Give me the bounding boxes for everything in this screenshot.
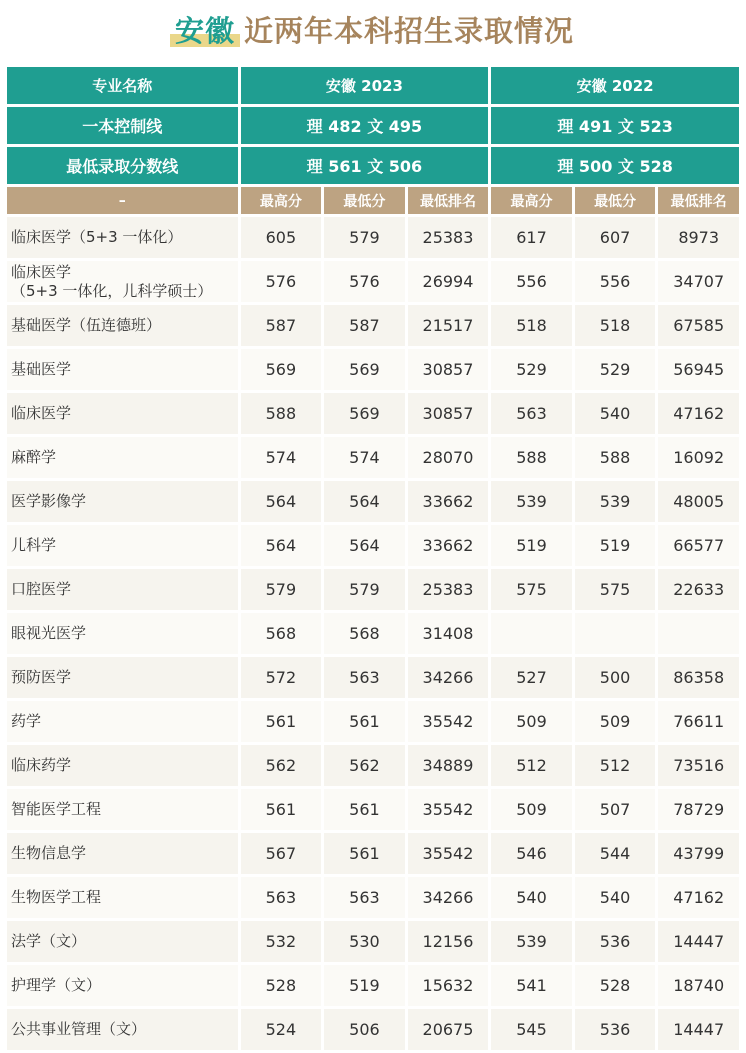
- header-major-name: 专业名称: [7, 67, 238, 104]
- score-cell: 14447: [658, 1009, 739, 1050]
- table-row: [7, 569, 739, 610]
- table-row: [7, 613, 739, 654]
- score-cell: 512: [491, 745, 572, 786]
- min-score-2023: 理 561 文 506: [241, 147, 489, 184]
- score-cell: 564: [241, 525, 322, 566]
- table-row: [7, 261, 739, 302]
- major-name: 药学: [7, 701, 238, 742]
- table-row: [7, 745, 739, 786]
- score-cell: 14447: [658, 921, 739, 962]
- score-cell: 518: [575, 305, 656, 346]
- score-cell: 576: [241, 261, 322, 302]
- table-row: [7, 921, 739, 962]
- subheader-cell: 最低分: [575, 187, 656, 214]
- admission-table: [4, 64, 742, 1053]
- score-cell: 562: [324, 745, 405, 786]
- table-row: [7, 525, 739, 566]
- score-cell: 546: [491, 833, 572, 874]
- score-cell: 563: [324, 877, 405, 918]
- score-cell: 34889: [408, 745, 489, 786]
- score-cell: 536: [575, 921, 656, 962]
- score-cell: 529: [491, 349, 572, 390]
- major-name: 临床医学: [7, 393, 238, 434]
- score-cell: 576: [324, 261, 405, 302]
- score-cell: 67585: [658, 305, 739, 346]
- score-cell: 561: [324, 701, 405, 742]
- major-name: 临床医学 （5+3 一体化，儿科学硕士）: [7, 261, 238, 302]
- score-cell: 509: [491, 789, 572, 830]
- score-cell: 16092: [658, 437, 739, 478]
- score-cell: 545: [491, 1009, 572, 1050]
- major-name: 医学影像学: [7, 481, 238, 522]
- header-row-years: [7, 67, 739, 104]
- score-cell: 519: [575, 525, 656, 566]
- major-name: 儿科学: [7, 525, 238, 566]
- score-cell: 35542: [408, 701, 489, 742]
- table-row: [7, 789, 739, 830]
- subheader-cell: 最低排名: [408, 187, 489, 214]
- score-cell: 575: [491, 569, 572, 610]
- subheader-cell: 最高分: [491, 187, 572, 214]
- header-year-2022: 安徽 2022: [491, 67, 739, 104]
- score-cell: 30857: [408, 393, 489, 434]
- major-name: 公共事业管理（文）: [7, 1009, 238, 1050]
- score-cell: 25383: [408, 569, 489, 610]
- score-cell: 34266: [408, 877, 489, 918]
- score-cell: 567: [241, 833, 322, 874]
- score-cell: 587: [324, 305, 405, 346]
- score-cell: 588: [491, 437, 572, 478]
- score-cell: 563: [491, 393, 572, 434]
- score-cell: 529: [575, 349, 656, 390]
- score-cell: 579: [324, 217, 405, 258]
- major-name: 临床药学: [7, 745, 238, 786]
- score-cell: 561: [324, 833, 405, 874]
- score-cell: 518: [491, 305, 572, 346]
- score-cell: 532: [241, 921, 322, 962]
- score-cell: 541: [491, 965, 572, 1006]
- score-cell: 568: [241, 613, 322, 654]
- header-row-control-line: [7, 107, 739, 144]
- page-title: [172, 9, 574, 50]
- score-cell: 15632: [408, 965, 489, 1006]
- score-cell: 605: [241, 217, 322, 258]
- score-cell: 556: [575, 261, 656, 302]
- score-cell: 507: [575, 789, 656, 830]
- score-cell: 579: [241, 569, 322, 610]
- score-cell: 33662: [408, 525, 489, 566]
- table-row: [7, 877, 739, 918]
- major-name: 基础医学: [7, 349, 238, 390]
- score-cell: 509: [575, 701, 656, 742]
- score-cell: 86358: [658, 657, 739, 698]
- score-cell: 8973: [658, 217, 739, 258]
- subheader-cell: 最高分: [241, 187, 322, 214]
- score-cell: 56945: [658, 349, 739, 390]
- score-cell: 574: [241, 437, 322, 478]
- major-name: 麻醉学: [7, 437, 238, 478]
- score-cell: 539: [575, 481, 656, 522]
- score-cell: 540: [491, 877, 572, 918]
- score-cell: 561: [324, 789, 405, 830]
- score-cell: 35542: [408, 789, 489, 830]
- major-name: 口腔医学: [7, 569, 238, 610]
- major-name: 预防医学: [7, 657, 238, 698]
- score-cell: 563: [241, 877, 322, 918]
- score-cell: 561: [241, 701, 322, 742]
- score-cell: 34266: [408, 657, 489, 698]
- score-cell: 35542: [408, 833, 489, 874]
- major-name: 生物医学工程: [7, 877, 238, 918]
- score-cell: 20675: [408, 1009, 489, 1050]
- score-cell: 588: [575, 437, 656, 478]
- major-name: 智能医学工程: [7, 789, 238, 830]
- score-cell: 519: [491, 525, 572, 566]
- score-cell: [658, 613, 739, 654]
- score-cell: 25383: [408, 217, 489, 258]
- score-cell: 587: [241, 305, 322, 346]
- score-cell: 48005: [658, 481, 739, 522]
- score-cell: 607: [575, 217, 656, 258]
- major-name: 法学（文）: [7, 921, 238, 962]
- score-cell: 539: [491, 921, 572, 962]
- table-row: [7, 701, 739, 742]
- score-cell: 22633: [658, 569, 739, 610]
- score-cell: 18740: [658, 965, 739, 1006]
- score-cell: 563: [324, 657, 405, 698]
- table-row: [7, 1009, 739, 1050]
- major-name: 眼视光医学: [7, 613, 238, 654]
- score-cell: 588: [241, 393, 322, 434]
- score-cell: 564: [241, 481, 322, 522]
- score-cell: 12156: [408, 921, 489, 962]
- score-cell: 30857: [408, 349, 489, 390]
- score-cell: 73516: [658, 745, 739, 786]
- score-cell: 31408: [408, 613, 489, 654]
- major-name: 生物信息学: [7, 833, 238, 874]
- score-cell: 564: [324, 525, 405, 566]
- table-row: [7, 217, 739, 258]
- score-cell: 506: [324, 1009, 405, 1050]
- table-row: [7, 437, 739, 478]
- table-row: [7, 965, 739, 1006]
- table-row: [7, 481, 739, 522]
- title-bar: [0, 0, 746, 58]
- score-cell: 43799: [658, 833, 739, 874]
- score-cell: 528: [241, 965, 322, 1006]
- score-cell: 33662: [408, 481, 489, 522]
- score-cell: 575: [575, 569, 656, 610]
- major-name: 护理学（文）: [7, 965, 238, 1006]
- score-cell: 572: [241, 657, 322, 698]
- score-cell: 579: [324, 569, 405, 610]
- major-name: 基础医学（伍连德班）: [7, 305, 238, 346]
- score-cell: 26994: [408, 261, 489, 302]
- subheader-cell: 最低分: [324, 187, 405, 214]
- score-cell: 544: [575, 833, 656, 874]
- score-cell: 76611: [658, 701, 739, 742]
- score-cell: 28070: [408, 437, 489, 478]
- score-cell: 562: [241, 745, 322, 786]
- header-row-min-score: [7, 147, 739, 184]
- table-row: [7, 305, 739, 346]
- score-cell: 509: [491, 701, 572, 742]
- score-cell: 47162: [658, 877, 739, 918]
- score-cell: 512: [575, 745, 656, 786]
- min-score-label: 最低录取分数线: [7, 147, 238, 184]
- title-province: 安徽: [172, 9, 238, 50]
- score-cell: 569: [324, 349, 405, 390]
- table-row: [7, 393, 739, 434]
- subheader-row: [7, 187, 739, 214]
- subheader-cell: –: [7, 187, 238, 214]
- table-row: [7, 833, 739, 874]
- subheader-cell: 最低排名: [658, 187, 739, 214]
- score-cell: 528: [575, 965, 656, 1006]
- score-cell: 536: [575, 1009, 656, 1050]
- score-cell: 539: [491, 481, 572, 522]
- score-cell: 500: [575, 657, 656, 698]
- major-name: 临床医学（5+3 一体化）: [7, 217, 238, 258]
- score-cell: 564: [324, 481, 405, 522]
- control-line-label: 一本控制线: [7, 107, 238, 144]
- score-cell: 530: [324, 921, 405, 962]
- score-cell: 540: [575, 877, 656, 918]
- control-line-2023: 理 482 文 495: [241, 107, 489, 144]
- min-score-2022: 理 500 文 528: [491, 147, 739, 184]
- table-row: [7, 657, 739, 698]
- title-text: 近两年本科招生录取情况: [244, 13, 575, 48]
- score-cell: 34707: [658, 261, 739, 302]
- score-cell: [575, 613, 656, 654]
- score-cell: 556: [491, 261, 572, 302]
- score-cell: 569: [241, 349, 322, 390]
- score-cell: 561: [241, 789, 322, 830]
- control-line-2022: 理 491 文 523: [491, 107, 739, 144]
- score-cell: 540: [575, 393, 656, 434]
- score-cell: [491, 613, 572, 654]
- score-cell: 66577: [658, 525, 739, 566]
- table-row: [7, 349, 739, 390]
- score-cell: 78729: [658, 789, 739, 830]
- header-year-2023: 安徽 2023: [241, 67, 489, 104]
- score-cell: 569: [324, 393, 405, 434]
- score-cell: 21517: [408, 305, 489, 346]
- score-cell: 574: [324, 437, 405, 478]
- score-cell: 524: [241, 1009, 322, 1050]
- score-cell: 617: [491, 217, 572, 258]
- score-cell: 568: [324, 613, 405, 654]
- score-cell: 47162: [658, 393, 739, 434]
- score-cell: 527: [491, 657, 572, 698]
- score-cell: 519: [324, 965, 405, 1006]
